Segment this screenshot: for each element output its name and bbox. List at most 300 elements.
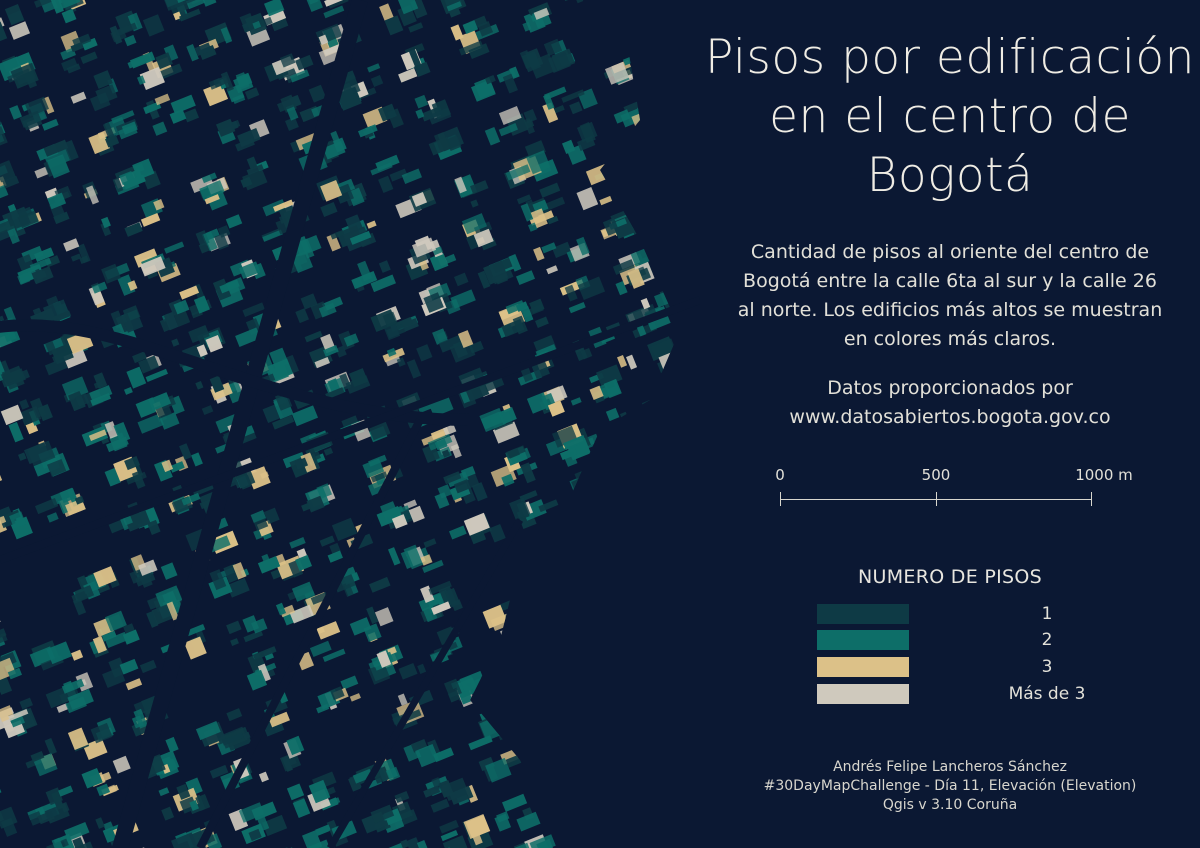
- building: [42, 119, 59, 131]
- building: [553, 681, 566, 699]
- building: [679, 549, 699, 563]
- building: [47, 512, 59, 522]
- building: [543, 536, 569, 558]
- map-title-line-3: Bogotá: [866, 148, 1034, 203]
- building: [647, 174, 658, 183]
- building: [597, 720, 619, 743]
- building: [581, 782, 605, 796]
- building: [667, 495, 688, 510]
- building: [546, 600, 558, 613]
- building: [161, 562, 178, 580]
- building: [677, 238, 699, 260]
- building: [606, 408, 619, 421]
- building: [655, 550, 668, 569]
- building: [660, 641, 679, 663]
- description-line-2: Bogotá entre la calle 6ta al sur y la calle 26: [743, 270, 1157, 292]
- building: [659, 5, 673, 23]
- building: [655, 145, 672, 163]
- building: [691, 570, 700, 584]
- building: [569, 828, 594, 848]
- building: [315, 824, 331, 836]
- building: [690, 236, 700, 258]
- building: [617, 609, 639, 624]
- building: [663, 800, 673, 811]
- building: [680, 770, 700, 791]
- building: [667, 508, 686, 522]
- building: [589, 771, 606, 791]
- building: [584, 777, 598, 789]
- legend-label-4: Más de 3: [1008, 684, 1086, 704]
- building: [669, 352, 688, 372]
- building: [19, 399, 29, 410]
- building: [549, 754, 561, 768]
- building: [674, 706, 690, 717]
- building: [590, 513, 616, 533]
- building: [516, 270, 535, 285]
- building: [161, 807, 174, 821]
- building: [621, 418, 633, 434]
- building: [536, 735, 554, 751]
- credit-software: Qgis v 3.10 Coruña: [882, 797, 1018, 813]
- building: [621, 710, 637, 720]
- building: [623, 461, 638, 473]
- building: [692, 134, 701, 148]
- building: [661, 202, 679, 221]
- legend-label-3: 3: [1041, 657, 1053, 677]
- building: [599, 196, 612, 205]
- credit-challenge: #30DayMapChallenge - Día 11, Elevación (Elevation): [763, 778, 1137, 794]
- building: [323, 5, 344, 18]
- building: [577, 818, 595, 831]
- building: [625, 762, 653, 785]
- building: [530, 650, 553, 672]
- map-title-line-2: en el centro de: [769, 89, 1131, 144]
- building: [620, 421, 641, 441]
- building: [653, 640, 676, 658]
- building: [693, 591, 700, 606]
- building: [600, 521, 625, 540]
- building: [292, 405, 318, 426]
- building: [82, 768, 103, 788]
- building: [5, 4, 24, 25]
- building: [602, 515, 626, 536]
- building: [350, 693, 361, 702]
- building: [649, 149, 674, 166]
- building: [667, 554, 689, 571]
- legend-swatch-4: [817, 684, 909, 704]
- building: [519, 656, 547, 680]
- building: [614, 568, 639, 586]
- building: [644, 1, 672, 26]
- building: [601, 677, 619, 698]
- building: [629, 614, 640, 630]
- building: [523, 662, 543, 678]
- building: [630, 767, 655, 786]
- building: [534, 546, 544, 557]
- building: [659, 40, 684, 61]
- building: [667, 383, 683, 400]
- building: [516, 812, 540, 832]
- building: [556, 629, 577, 644]
- building: [306, 0, 323, 12]
- building: [539, 183, 560, 198]
- building: [80, 52, 97, 64]
- building: [644, 837, 669, 848]
- building: [535, 698, 554, 711]
- building: [611, 714, 639, 738]
- building: [679, 39, 700, 54]
- building: [655, 644, 678, 666]
- building: [645, 652, 660, 672]
- building: [63, 238, 79, 251]
- building: [226, 214, 242, 228]
- building: [636, 556, 652, 574]
- legend-swatch-2: [817, 630, 909, 650]
- building: [371, 75, 383, 87]
- building: [585, 690, 595, 703]
- building: [618, 753, 628, 764]
- building: [671, 507, 694, 522]
- legend-swatch-3: [817, 657, 909, 677]
- building: [606, 702, 627, 720]
- building: [408, 22, 423, 32]
- building: [643, 151, 657, 165]
- building: [398, 68, 417, 83]
- building: [571, 623, 589, 638]
- building: [597, 675, 613, 695]
- building: [628, 617, 643, 632]
- building: [603, 820, 619, 836]
- building: [666, 245, 679, 259]
- building: [644, 642, 658, 657]
- building: [628, 449, 648, 469]
- building: [580, 465, 604, 485]
- building: [571, 397, 582, 405]
- building: [454, 273, 469, 287]
- building: [499, 650, 513, 670]
- building: [640, 162, 662, 181]
- building: [679, 609, 691, 619]
- building: [585, 491, 606, 506]
- building: [619, 767, 633, 786]
- description-line-3: al norte. Los edificios más altos se muestran: [737, 299, 1163, 321]
- building: [555, 547, 573, 560]
- building: [58, 786, 73, 797]
- building: [567, 733, 581, 748]
- building: [605, 512, 626, 527]
- building: [367, 63, 380, 72]
- building: [571, 639, 582, 652]
- building: [552, 743, 561, 753]
- building: [563, 629, 584, 645]
- building: [407, 359, 421, 378]
- building: [324, 448, 333, 456]
- building: [656, 510, 667, 521]
- building: [502, 794, 527, 812]
- building: [685, 596, 700, 610]
- building: [244, 630, 264, 642]
- building: [693, 88, 700, 106]
- building: [8, 422, 23, 442]
- building: [489, 524, 506, 543]
- building: [143, 14, 165, 36]
- building: [617, 355, 627, 368]
- building: [287, 783, 304, 800]
- building: [0, 474, 2, 483]
- building: [471, 80, 496, 102]
- building: [634, 67, 645, 80]
- building: [191, 452, 203, 466]
- building: [648, 493, 663, 507]
- building: [677, 188, 698, 206]
- building: [35, 498, 58, 514]
- building: [615, 712, 633, 730]
- info-panel: [700, 0, 1200, 848]
- legend-label-1: 1: [1041, 604, 1053, 624]
- building: [535, 317, 549, 328]
- building: [646, 15, 669, 33]
- building: [577, 187, 599, 210]
- building: [586, 164, 610, 185]
- building: [171, 338, 179, 346]
- building: [539, 535, 558, 547]
- building: [617, 451, 643, 472]
- map-title-line-1: Pisos por edificación: [705, 30, 1195, 85]
- building: [647, 605, 661, 618]
- building: [259, 772, 269, 783]
- building: [584, 828, 608, 848]
- building: [536, 706, 557, 721]
- building: [652, 687, 670, 703]
- scale-label-0: 0: [775, 466, 785, 484]
- building: [19, 698, 33, 710]
- building: [667, 194, 687, 214]
- building: [569, 302, 586, 313]
- building: [665, 531, 681, 542]
- building: [623, 53, 643, 66]
- source-line-1: Datos proporcionados por: [827, 377, 1073, 399]
- building: [668, 36, 688, 59]
- building: [655, 162, 680, 179]
- building: [631, 466, 653, 483]
- building: [619, 763, 639, 777]
- building: [669, 160, 683, 174]
- building: [531, 549, 556, 568]
- building: [612, 417, 632, 430]
- building: [195, 381, 203, 390]
- building: [184, 108, 200, 122]
- building: [642, 594, 666, 617]
- building: [340, 676, 358, 690]
- building: [632, 563, 647, 583]
- building: [581, 812, 606, 836]
- building: [573, 785, 586, 797]
- building: [638, 607, 654, 626]
- building: [549, 739, 562, 754]
- building: [170, 109, 187, 124]
- building: [620, 425, 646, 444]
- building: [591, 672, 610, 684]
- source-url: www.datosabiertos.bogota.gov.co: [789, 406, 1111, 428]
- building: [367, 220, 377, 228]
- legend-title: NUMERO DE PISOS: [857, 566, 1043, 588]
- building: [691, 794, 700, 810]
- building: [417, 664, 426, 674]
- building: [305, 331, 323, 343]
- building: [681, 594, 696, 614]
- building: [643, 496, 658, 507]
- building: [690, 782, 700, 798]
- building: [578, 672, 598, 690]
- building: [550, 777, 575, 801]
- building: [332, 518, 357, 541]
- building: [451, 444, 462, 458]
- scale-label-500: 500: [921, 466, 951, 484]
- building: [585, 694, 599, 704]
- building: [571, 475, 594, 496]
- building: [636, 801, 655, 814]
- building: [686, 690, 699, 710]
- building: [617, 720, 636, 732]
- building: [575, 466, 600, 488]
- legend-label-2: 2: [1041, 630, 1053, 650]
- building: [509, 672, 526, 686]
- building: [664, 506, 681, 520]
- building: [152, 122, 167, 136]
- building: [628, 554, 646, 575]
- building: [646, 194, 659, 203]
- building: [671, 541, 689, 560]
- building: [679, 345, 694, 360]
- building: [620, 412, 629, 423]
- building: [622, 716, 645, 736]
- building: [637, 812, 656, 825]
- building: [628, 454, 648, 474]
- building: [369, 577, 390, 593]
- building: [567, 731, 578, 747]
- building: [71, 253, 81, 261]
- building: [664, 805, 672, 812]
- building: [590, 470, 603, 486]
- building: [651, 95, 663, 107]
- scale-tick-500: [936, 492, 937, 506]
- building: [18, 452, 27, 460]
- building: [593, 783, 606, 797]
- building: [557, 599, 572, 610]
- building: [638, 665, 663, 682]
- building: [555, 689, 568, 703]
- building: [656, 2, 679, 18]
- building: [375, 607, 394, 626]
- scale-bar: [775, 466, 1138, 516]
- building: [609, 522, 619, 532]
- building: [636, 805, 648, 818]
- building: [289, 537, 305, 549]
- building: [638, 808, 650, 820]
- building: [614, 556, 624, 568]
- building: [535, 711, 556, 726]
- building: [649, 687, 667, 700]
- building: [642, 400, 656, 420]
- building: [179, 286, 199, 300]
- building: [627, 204, 640, 219]
- building: [645, 443, 673, 467]
- building: [692, 387, 700, 411]
- building: [572, 764, 599, 786]
- building: [449, 526, 467, 540]
- building: [619, 416, 633, 432]
- building: [623, 553, 643, 575]
- building: [460, 671, 486, 692]
- building: [417, 840, 429, 848]
- building: [677, 689, 700, 712]
- building: [399, 663, 418, 680]
- building: [681, 32, 696, 48]
- building: [555, 699, 567, 712]
- map-title: [700, 28, 1200, 205]
- building: [571, 724, 584, 741]
- building: [680, 533, 700, 557]
- building: [548, 602, 566, 620]
- scale-label-1000: 1000 m: [1075, 466, 1133, 484]
- building: [687, 789, 700, 806]
- building: [515, 668, 533, 680]
- building: [71, 650, 83, 661]
- data-source: [720, 374, 1180, 432]
- building: [663, 50, 684, 68]
- building: [679, 693, 700, 715]
- building: [620, 527, 636, 539]
- building: [632, 161, 649, 181]
- building: [612, 752, 629, 766]
- building: [640, 105, 654, 115]
- building: [657, 490, 676, 511]
- building: [629, 803, 648, 823]
- building: [690, 533, 700, 549]
- building: [631, 150, 647, 164]
- building: [537, 733, 556, 745]
- building: [539, 640, 548, 649]
- building: [0, 781, 1, 795]
- building: [95, 817, 104, 829]
- building: [661, 837, 677, 848]
- building: [693, 773, 700, 793]
- building: [482, 677, 500, 693]
- building: [636, 660, 657, 682]
- building: [320, 202, 337, 217]
- building: [398, 694, 408, 706]
- building: [155, 94, 171, 106]
- building: [379, 260, 391, 273]
- building: [677, 383, 699, 403]
- building: [159, 787, 170, 796]
- building: [524, 656, 546, 675]
- building: [674, 383, 699, 402]
- legend-item-2: [817, 630, 1117, 650]
- building: [648, 152, 670, 171]
- scale-tick-0: [780, 492, 781, 506]
- building: [0, 807, 18, 829]
- building: [679, 840, 694, 848]
- building: [611, 512, 624, 530]
- building: [424, 538, 437, 548]
- building: [124, 387, 133, 395]
- map-description: [720, 238, 1180, 354]
- building: [550, 593, 563, 603]
- building: [547, 535, 564, 551]
- building: [9, 105, 22, 120]
- building: [655, 50, 682, 75]
